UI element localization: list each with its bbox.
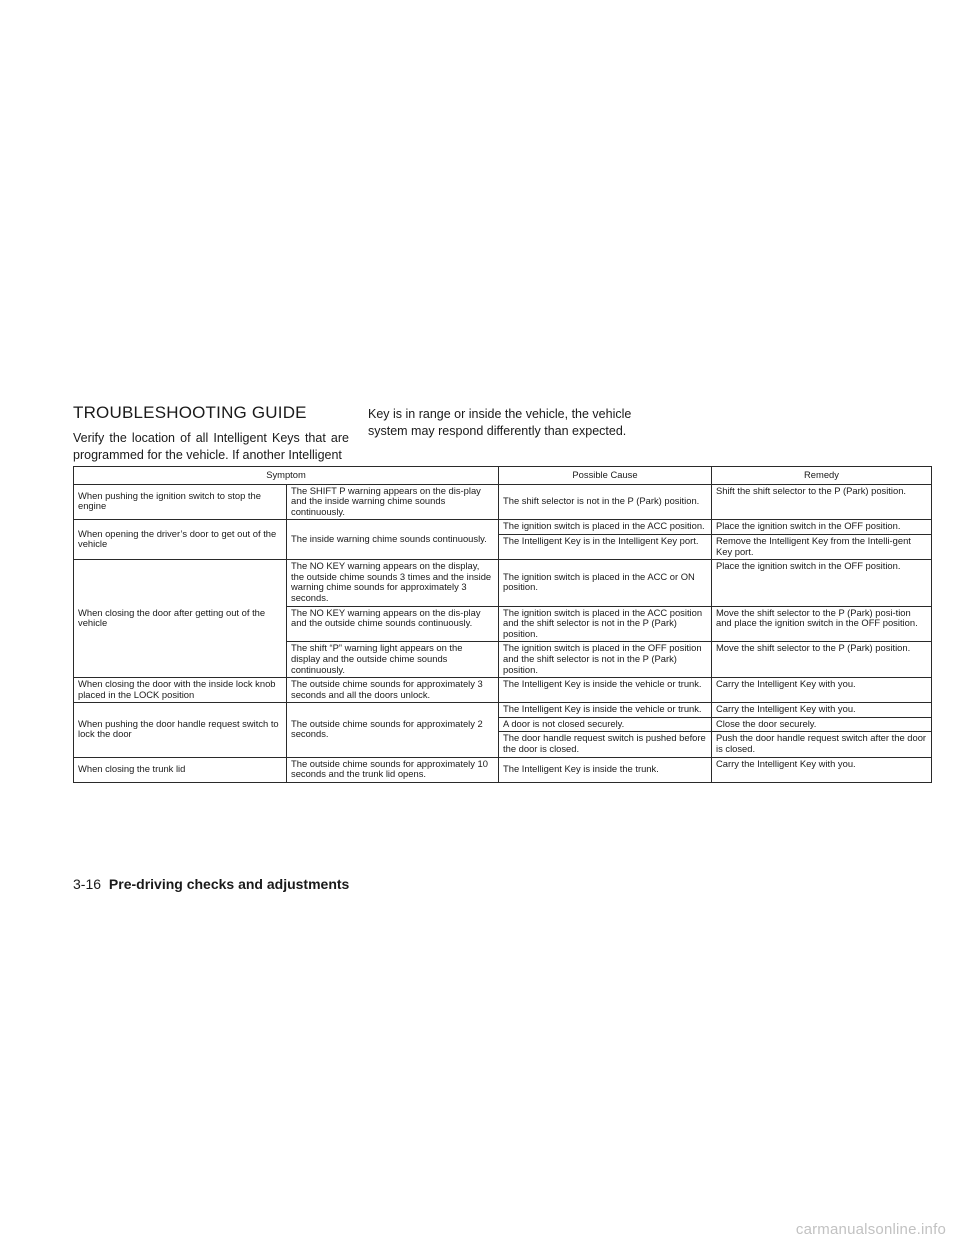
section-title: Pre-driving checks and adjustments [108,876,350,892]
page-footer [73,876,349,892]
possible-cause-cell: The ignition switch is placed in the ACC position and the shift selector is not in the P (Park) position. [499,606,712,642]
condition-cell: The inside warning chime sounds continuously. [287,520,499,560]
remedy-cell: Remove the Intelligent Key from the Intelli-gent Key port. [712,534,932,559]
condition-cell: The NO KEY warning appears on the dis-play and the outside chime sounds continuously. [287,606,499,642]
symptom-cell: When pushing the ignition switch to stop the engine [74,484,287,520]
condition-cell: The outside chime sounds for approximately 2 seconds. [287,703,499,757]
remedy-cell: Carry the Intelligent Key with you. [712,703,932,718]
remedy-cell: Place the ignition switch in the OFF position. [712,560,932,606]
condition-cell: The NO KEY warning appears on the display, the outside chime sounds 3 times and the inside warning chime sounds for approximately 3 seconds. [287,560,499,606]
remedy-cell: Move the shift selector to the P (Park) position. [712,642,932,678]
table-row [74,757,932,782]
symptom-cell: When closing the door after getting out of the vehicle [74,560,287,678]
possible-cause-cell: The Intelligent Key is in the Intelligent Key port. [499,534,712,559]
table-row [74,520,932,535]
condition-cell: The outside chime sounds for approximately 10 seconds and the trunk lid opens. [287,757,499,782]
header-possible-cause: Possible Cause [499,467,712,485]
symptom-cell: When opening the driver’s door to get out of the vehicle [74,520,287,560]
header-remedy: Remedy [712,467,932,485]
remedy-cell: Carry the Intelligent Key with you. [712,678,932,703]
table-row [74,484,932,520]
watermark: carmanualsonline.info [795,1221,946,1238]
condition-cell: The SHIFT P warning appears on the dis-play and the inside warning chime sounds continuously. [287,484,499,520]
possible-cause-cell: The ignition switch is placed in the ACC or ON position. [499,560,712,606]
remedy-cell: Push the door handle request switch after the door is closed. [712,732,932,757]
table-row [74,703,932,718]
possible-cause-cell: The ignition switch is placed in the OFF position and the shift selector is not in the P (Park) position. [499,642,712,678]
possible-cause-cell: The Intelligent Key is inside the vehicle or trunk. [499,703,712,718]
page-number: 3-16 [73,876,102,892]
symptom-cell: When closing the door with the inside lock knob placed in the LOCK position [74,678,287,703]
possible-cause-cell: The Intelligent Key is inside the trunk. [499,757,712,782]
remedy-cell: Shift the shift selector to the P (Park) position. [712,484,932,520]
table-header-row [74,467,932,485]
intro-paragraph-left: Verify the location of all Intelligent Keys that are programmed for the vehicle. If another Intelligent [73,431,349,462]
possible-cause-cell: The shift selector is not in the P (Park) position. [499,484,712,520]
troubleshooting-table [73,466,932,783]
condition-cell: The shift “P” warning light appears on the display and the outside chime sounds continuously. [287,642,499,678]
table-row [74,560,932,606]
header-symptom: Symptom [74,467,499,485]
intro-paragraph-right: Key is in range or inside the vehicle, the vehicle system may respond differently than expected. [368,407,632,438]
remedy-cell: Close the door securely. [712,717,932,732]
page-title: TROUBLESHOOTING GUIDE [73,403,307,422]
possible-cause-cell: A door is not closed securely. [499,717,712,732]
possible-cause-cell: The Intelligent Key is inside the vehicle or trunk. [499,678,712,703]
symptom-cell: When pushing the door handle request switch to lock the door [74,703,287,757]
possible-cause-cell: The door handle request switch is pushed before the door is closed. [499,732,712,757]
symptom-cell: When closing the trunk lid [74,757,287,782]
table-row [74,678,932,703]
remedy-cell: Carry the Intelligent Key with you. [712,757,932,782]
remedy-cell: Move the shift selector to the P (Park) posi-tion and place the ignition switch in the OFF position. [712,606,932,642]
condition-cell: The outside chime sounds for approximately 3 seconds and all the doors unlock. [287,678,499,703]
remedy-cell: Place the ignition switch in the OFF position. [712,520,932,535]
possible-cause-cell: The ignition switch is placed in the ACC position. [499,520,712,535]
